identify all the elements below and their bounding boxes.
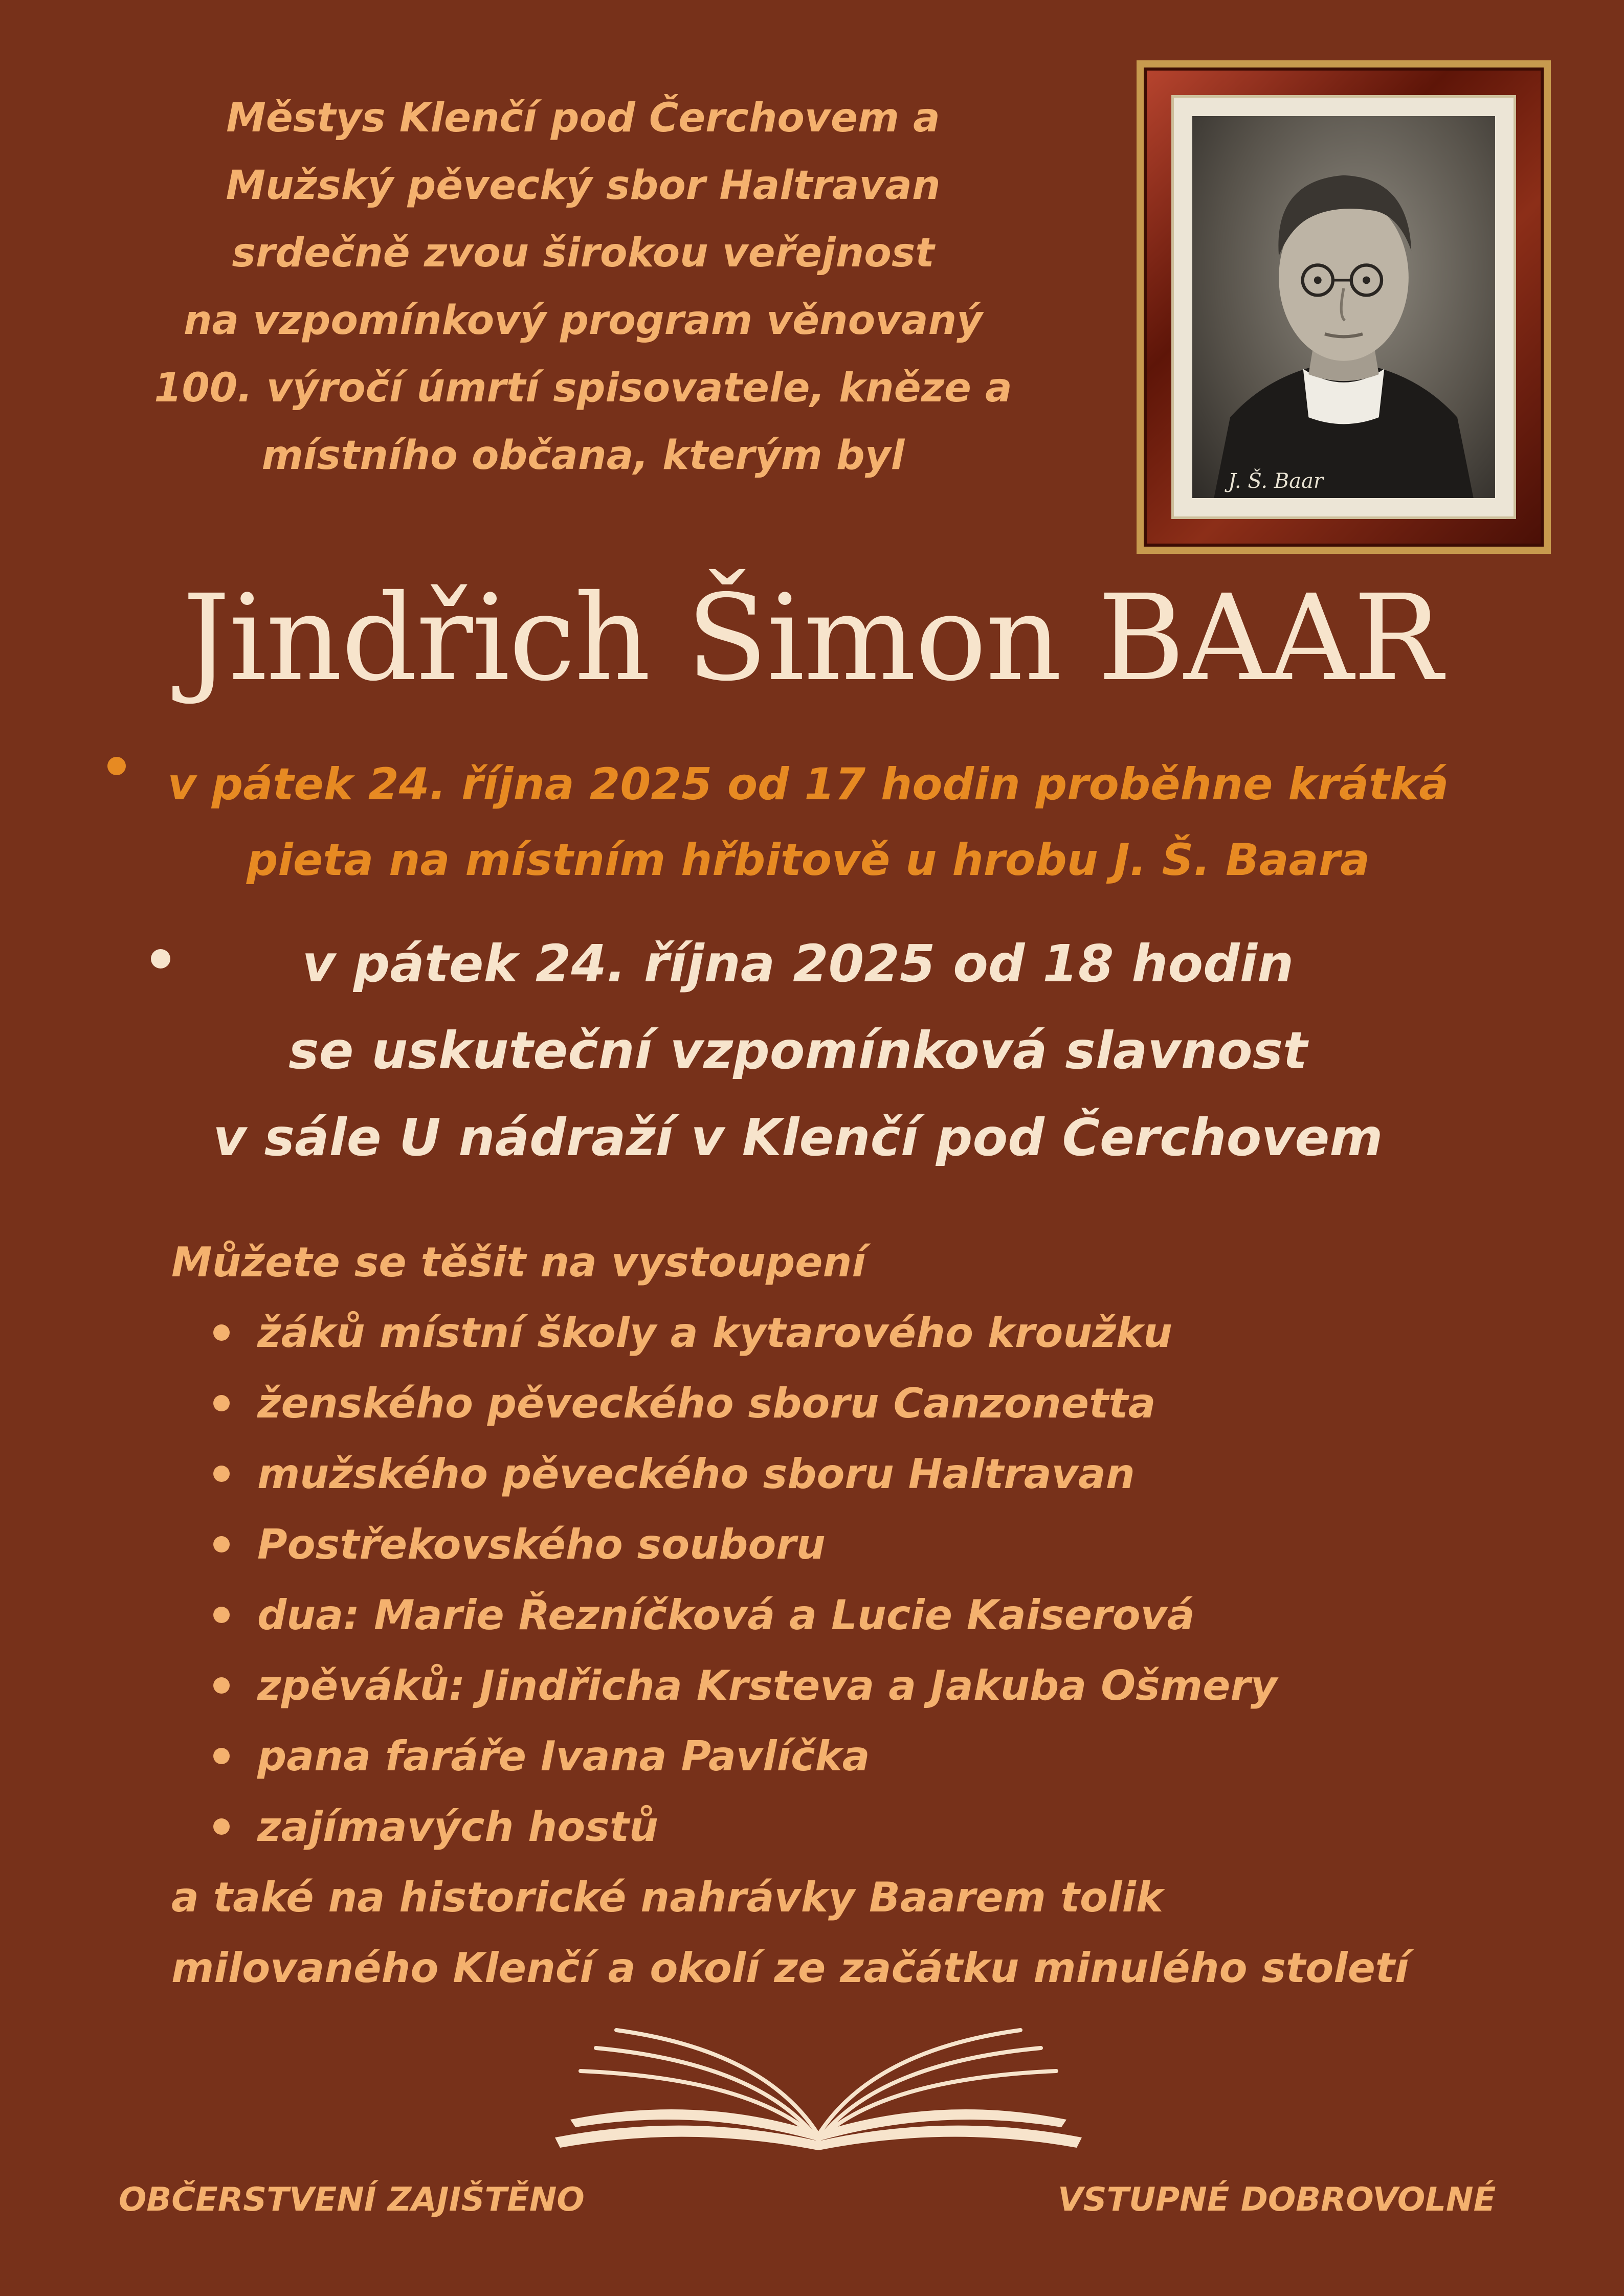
intro-line: srdečně zvou širokou veřejnost — [232, 230, 935, 276]
event-pieta-line: v pátek 24. října 2025 od 17 hodin proběhne krátká — [167, 759, 1449, 810]
program-item — [171, 1298, 1552, 1368]
bullet-icon — [213, 1395, 230, 1411]
portrait-photo — [1192, 116, 1495, 498]
bullet-icon — [213, 1607, 230, 1623]
bullet-icon — [213, 1536, 230, 1552]
footer-admission: VSTUPNÉ DOBROVOLNÉ — [1058, 2181, 1496, 2219]
program-item — [171, 1792, 1552, 1862]
portrait-mat — [1171, 95, 1516, 519]
program-section — [171, 1227, 1552, 2004]
intro-line: na vzpomínkový program věnovaný — [183, 298, 983, 344]
intro-line: Mužský pěvecký sbor Haltravan — [226, 163, 941, 209]
intro-line: místního občana, kterým byl — [261, 433, 905, 479]
bullet-icon — [151, 949, 170, 969]
event-pieta — [87, 747, 1529, 898]
program-tail-line: milovaného Klenčí a okolí ze začátku minulého století — [171, 1944, 1409, 1992]
program-item — [171, 1651, 1552, 1721]
program-item-label: žáků místní školy a kytarového kroužku — [257, 1309, 1173, 1357]
open-book-icon — [550, 2022, 1087, 2150]
event-pieta-line: pieta na místním hřbitově u hrobu J. Š. Baara — [246, 835, 1370, 886]
program-list — [171, 1298, 1552, 1862]
bullet-icon — [213, 1677, 230, 1694]
event-slavnost-line: v pátek 24. října 2025 od 18 hodin — [302, 934, 1294, 994]
program-item — [171, 1510, 1552, 1580]
footer-refreshments: OBČERSTVENÍ ZAJIŠTĚNO — [119, 2181, 585, 2219]
program-item-label: dua: Marie Řezníčková a Lucie Kaiserová — [257, 1591, 1195, 1639]
intro-text — [102, 84, 1064, 489]
program-lead: Můžete se těšit na vystoupení — [171, 1239, 866, 1286]
bullet-icon — [107, 757, 126, 775]
intro-line: 100. výročí úmrtí spisovatele, kněze a — [154, 365, 1012, 411]
page-title: Jindřich Šimon BAAR — [182, 569, 1442, 707]
program-item — [171, 1580, 1552, 1651]
program-item — [171, 1368, 1552, 1439]
event-slavnost-line: se uskuteční vzpomínková slavnost — [288, 1021, 1307, 1081]
bullet-icon — [213, 1324, 230, 1341]
event-slavnost-line: v sále U nádraží v Klenčí pod Čerchovem — [213, 1108, 1383, 1167]
program-item-label: ženského pěveckého sboru Canzonetta — [257, 1380, 1156, 1427]
program-item — [171, 1439, 1552, 1510]
bullet-icon — [213, 1818, 230, 1835]
portrait-frame — [1137, 60, 1551, 554]
program-tail-line: a také na historické nahrávky Baarem tolik — [171, 1874, 1164, 1921]
event-slavnost — [102, 920, 1494, 1181]
portrait-signature: J. Š. Baar — [1228, 469, 1323, 493]
intro-line: Městys Klenčí pod Čerchovem a — [226, 95, 940, 141]
program-item-label: mužského pěveckého sboru Haltravan — [257, 1450, 1135, 1498]
bullet-icon — [213, 1748, 230, 1764]
program-item-label: zpěváků: Jindřicha Krsteva a Jakuba Ošmery — [257, 1662, 1277, 1709]
portrait-figure — [1192, 116, 1495, 498]
bullet-icon — [213, 1466, 230, 1482]
program-item-label: zajímavých hostů — [257, 1803, 658, 1851]
program-item-label: Postřekovského souboru — [257, 1521, 826, 1568]
program-item — [171, 1721, 1552, 1792]
program-item-label: pana faráře Ivana Pavlíčka — [257, 1732, 870, 1780]
